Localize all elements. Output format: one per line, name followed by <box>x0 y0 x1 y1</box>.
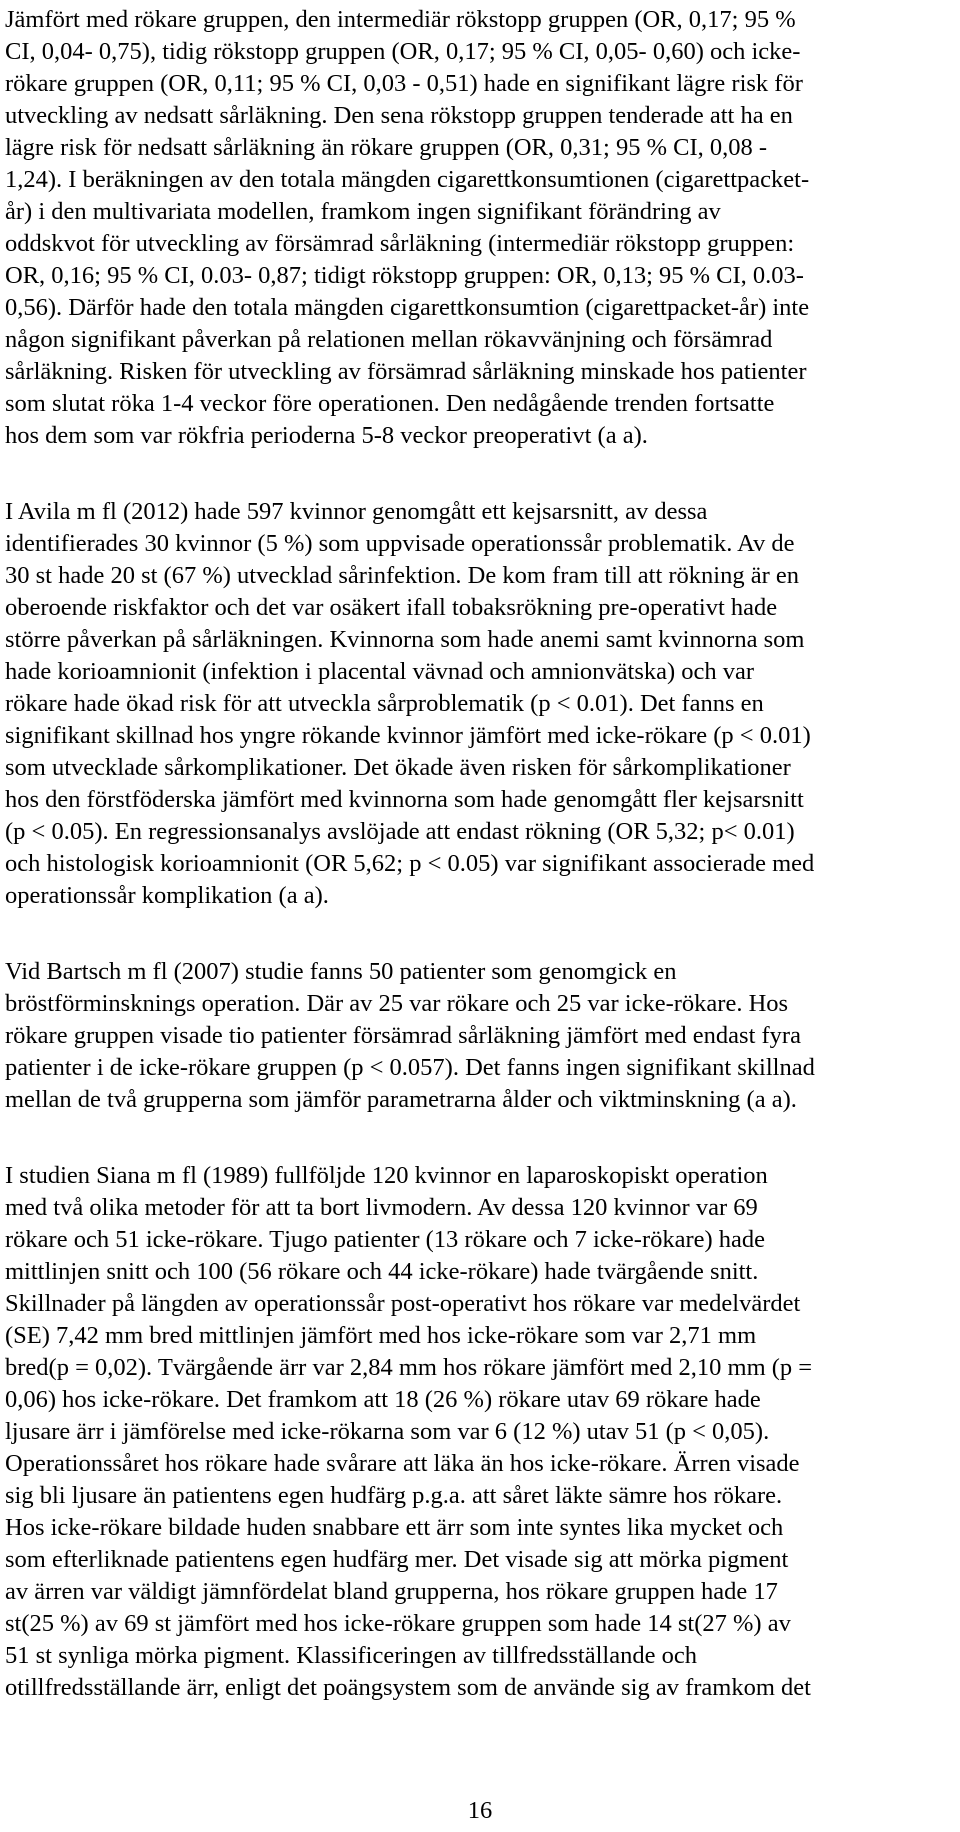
text-line: större påverkan på sårläkningen. Kvinnorna som hade anemi samt kvinnorna som <box>5 626 805 653</box>
text-line: bröstförminsknings operation. Där av 25 var rökare och 25 var icke-rökare. Hos <box>5 990 789 1017</box>
text-line: Jämfört med rökare gruppen, den intermediär rökstopp gruppen (OR, 0,17; 95 % <box>5 6 796 33</box>
text-line: I Avila m fl (2012) hade 597 kvinnor genomgått ett kejsarsnitt, av dessa <box>5 498 708 525</box>
text-line: patienter i de icke-rökare gruppen (p < 0.057). Det fanns ingen signifikant skillnad <box>5 1054 815 1081</box>
text-line: som utvecklade sårkomplikationer. Det ökade även risken för sårkomplikationer <box>5 754 791 781</box>
text-line: som slutat röka 1-4 veckor före operationen. Den nedågående trenden fortsatte <box>5 390 775 417</box>
text-line: hos den förstföderska jämfört med kvinnorna som hade genomgått fler kejsarsnitt <box>5 786 804 813</box>
text-line: CI, 0,04- 0,75), tidig rökstopp gruppen (OR, 0,17; 95 % CI, 0,05- 0,60) och icke- <box>5 38 801 65</box>
text-line: bred(p = 0,02). Tvärgående ärr var 2,84 mm hos rökare jämfört med 2,10 mm (p = <box>5 1354 813 1381</box>
text-line: rökare och 51 icke-rökare. Tjugo patienter (13 rökare och 7 icke-rökare) hade <box>5 1226 766 1253</box>
text-line: 0,06) hos icke-rökare. Det framkom att 18 (26 %) rökare utav 69 rökare hade <box>5 1386 761 1413</box>
text-line: sårläkning. Risken för utveckling av försämrad sårläkning minskade hos patienter <box>5 358 807 385</box>
text-line: I studien Siana m fl (1989) fullföljde 120 kvinnor en laparoskopiskt operation <box>5 1162 768 1189</box>
text-line: sig bli ljusare än patientens egen hudfärg p.g.a. att såret läkte sämre hos rökare. <box>5 1482 783 1509</box>
text-line: Vid Bartsch m fl (2007) studie fanns 50 patienter som genomgick en <box>5 958 677 985</box>
page-number: 16 <box>467 1797 493 1824</box>
text-line: rökare gruppen visade tio patienter försämrad sårläkning jämfört med endast fyra <box>5 1022 801 1049</box>
text-line: oberoende riskfaktor och det var osäkert ifall tobaksrökning pre-operativt hade <box>5 594 778 621</box>
text-line: 0,56). Därför hade den totala mängden cigarettkonsumtion (cigarettpacket-år) inte <box>5 294 810 321</box>
text-line: Skillnader på längden av operationssår post-operativt hos rökare var medelvärdet <box>5 1290 801 1317</box>
text-line: operationssår komplikation (a a). <box>5 882 329 909</box>
text-line: OR, 0,16; 95 % CI, 0.03- 0,87; tidigt rökstopp gruppen: OR, 0,13; 95 % CI, 0.03- <box>5 262 804 289</box>
text-line: lägre risk för nedsatt sårläkning än rökare gruppen (OR, 0,31; 95 % CI, 0,08 - <box>5 134 768 161</box>
text-line: rökare gruppen (OR, 0,11; 95 % CI, 0,03 - 0,51) hade en signifikant lägre risk för <box>5 70 803 97</box>
text-line: med två olika metoder för att ta bort livmodern. Av dessa 120 kvinnor var 69 <box>5 1194 758 1221</box>
text-line: ljusare ärr i jämförelse med icke-rökarna som var 6 (12 %) utav 51 (p < 0,05). <box>5 1418 770 1445</box>
text-line: hos dem som var rökfria perioderna 5-8 veckor preoperativt (a a). <box>5 422 648 449</box>
text-line: (SE) 7,42 mm bred mittlinjen jämfört med hos icke-rökare som var 2,71 mm <box>5 1322 757 1349</box>
text-line: utveckling av nedsatt sårläkning. Den sena rökstopp gruppen tenderade att ha en <box>5 102 793 129</box>
text-line: otillfredsställande ärr, enligt det poängsystem som de använde sig av framkom det <box>5 1674 811 1701</box>
text-line: mellan de två grupperna som jämför parametrarna ålder och viktminskning (a a). <box>5 1086 797 1113</box>
text-line: någon signifikant påverkan på relationen mellan rökavvänjning och försämrad <box>5 326 773 353</box>
text-line: Operationssåret hos rökare hade svårare att läka än hos icke-rökare. Ärren visade <box>5 1450 800 1477</box>
text-line: år) i den multivariata modellen, framkom ingen signifikant förändring av <box>5 198 721 225</box>
text-line: Hos icke-rökare bildade huden snabbare ett ärr som inte syntes lika mycket och <box>5 1514 784 1541</box>
text-line: 30 st hade 20 st (67 %) utvecklad sårinfektion. De kom fram till att rökning är en <box>5 562 800 589</box>
text-line: oddskvot för utveckling av försämrad sårläkning (intermediär rökstopp gruppen: <box>5 230 795 257</box>
text-line: 51 st synliga mörka pigment. Klassificeringen av tillfredsställande och <box>5 1642 697 1669</box>
text-line: st(25 %) av 69 st jämfört med hos icke-rökare gruppen som hade 14 st(27 %) av <box>5 1610 791 1637</box>
text-line: mittlinjen snitt och 100 (56 rökare och 44 icke-rökare) hade tvärgående snitt. <box>5 1258 759 1285</box>
text-line: som efterliknade patientens egen hudfärg mer. Det visade sig att mörka pigment <box>5 1546 789 1573</box>
text-line: (p < 0.05). En regressionsanalys avslöjade att endast rökning (OR 5,32; p< 0.01) <box>5 818 795 845</box>
text-line: och histologisk korioamnionit (OR 5,62; p < 0.05) var signifikant associerade med <box>5 850 815 877</box>
text-line: identifierades 30 kvinnor (5 %) som uppvisade operationssår problematik. Av de <box>5 530 795 557</box>
text-line: av ärren var väldigt jämnfördelat bland grupperna, hos rökare gruppen hade 17 <box>5 1578 778 1605</box>
text-line: hade korioamnionit (infektion i placental vävnad och amnionvätska) och var <box>5 658 755 685</box>
text-line: 1,24). I beräkningen av den totala mängden cigarettkonsumtionen (cigarettpacket- <box>5 166 810 193</box>
text-line: rökare hade ökad risk för att utveckla sårproblematik (p < 0.01). Det fanns en <box>5 690 764 717</box>
text-line: signifikant skillnad hos yngre rökande kvinnor jämfört med icke-rökare (p < 0.01) <box>5 722 811 749</box>
